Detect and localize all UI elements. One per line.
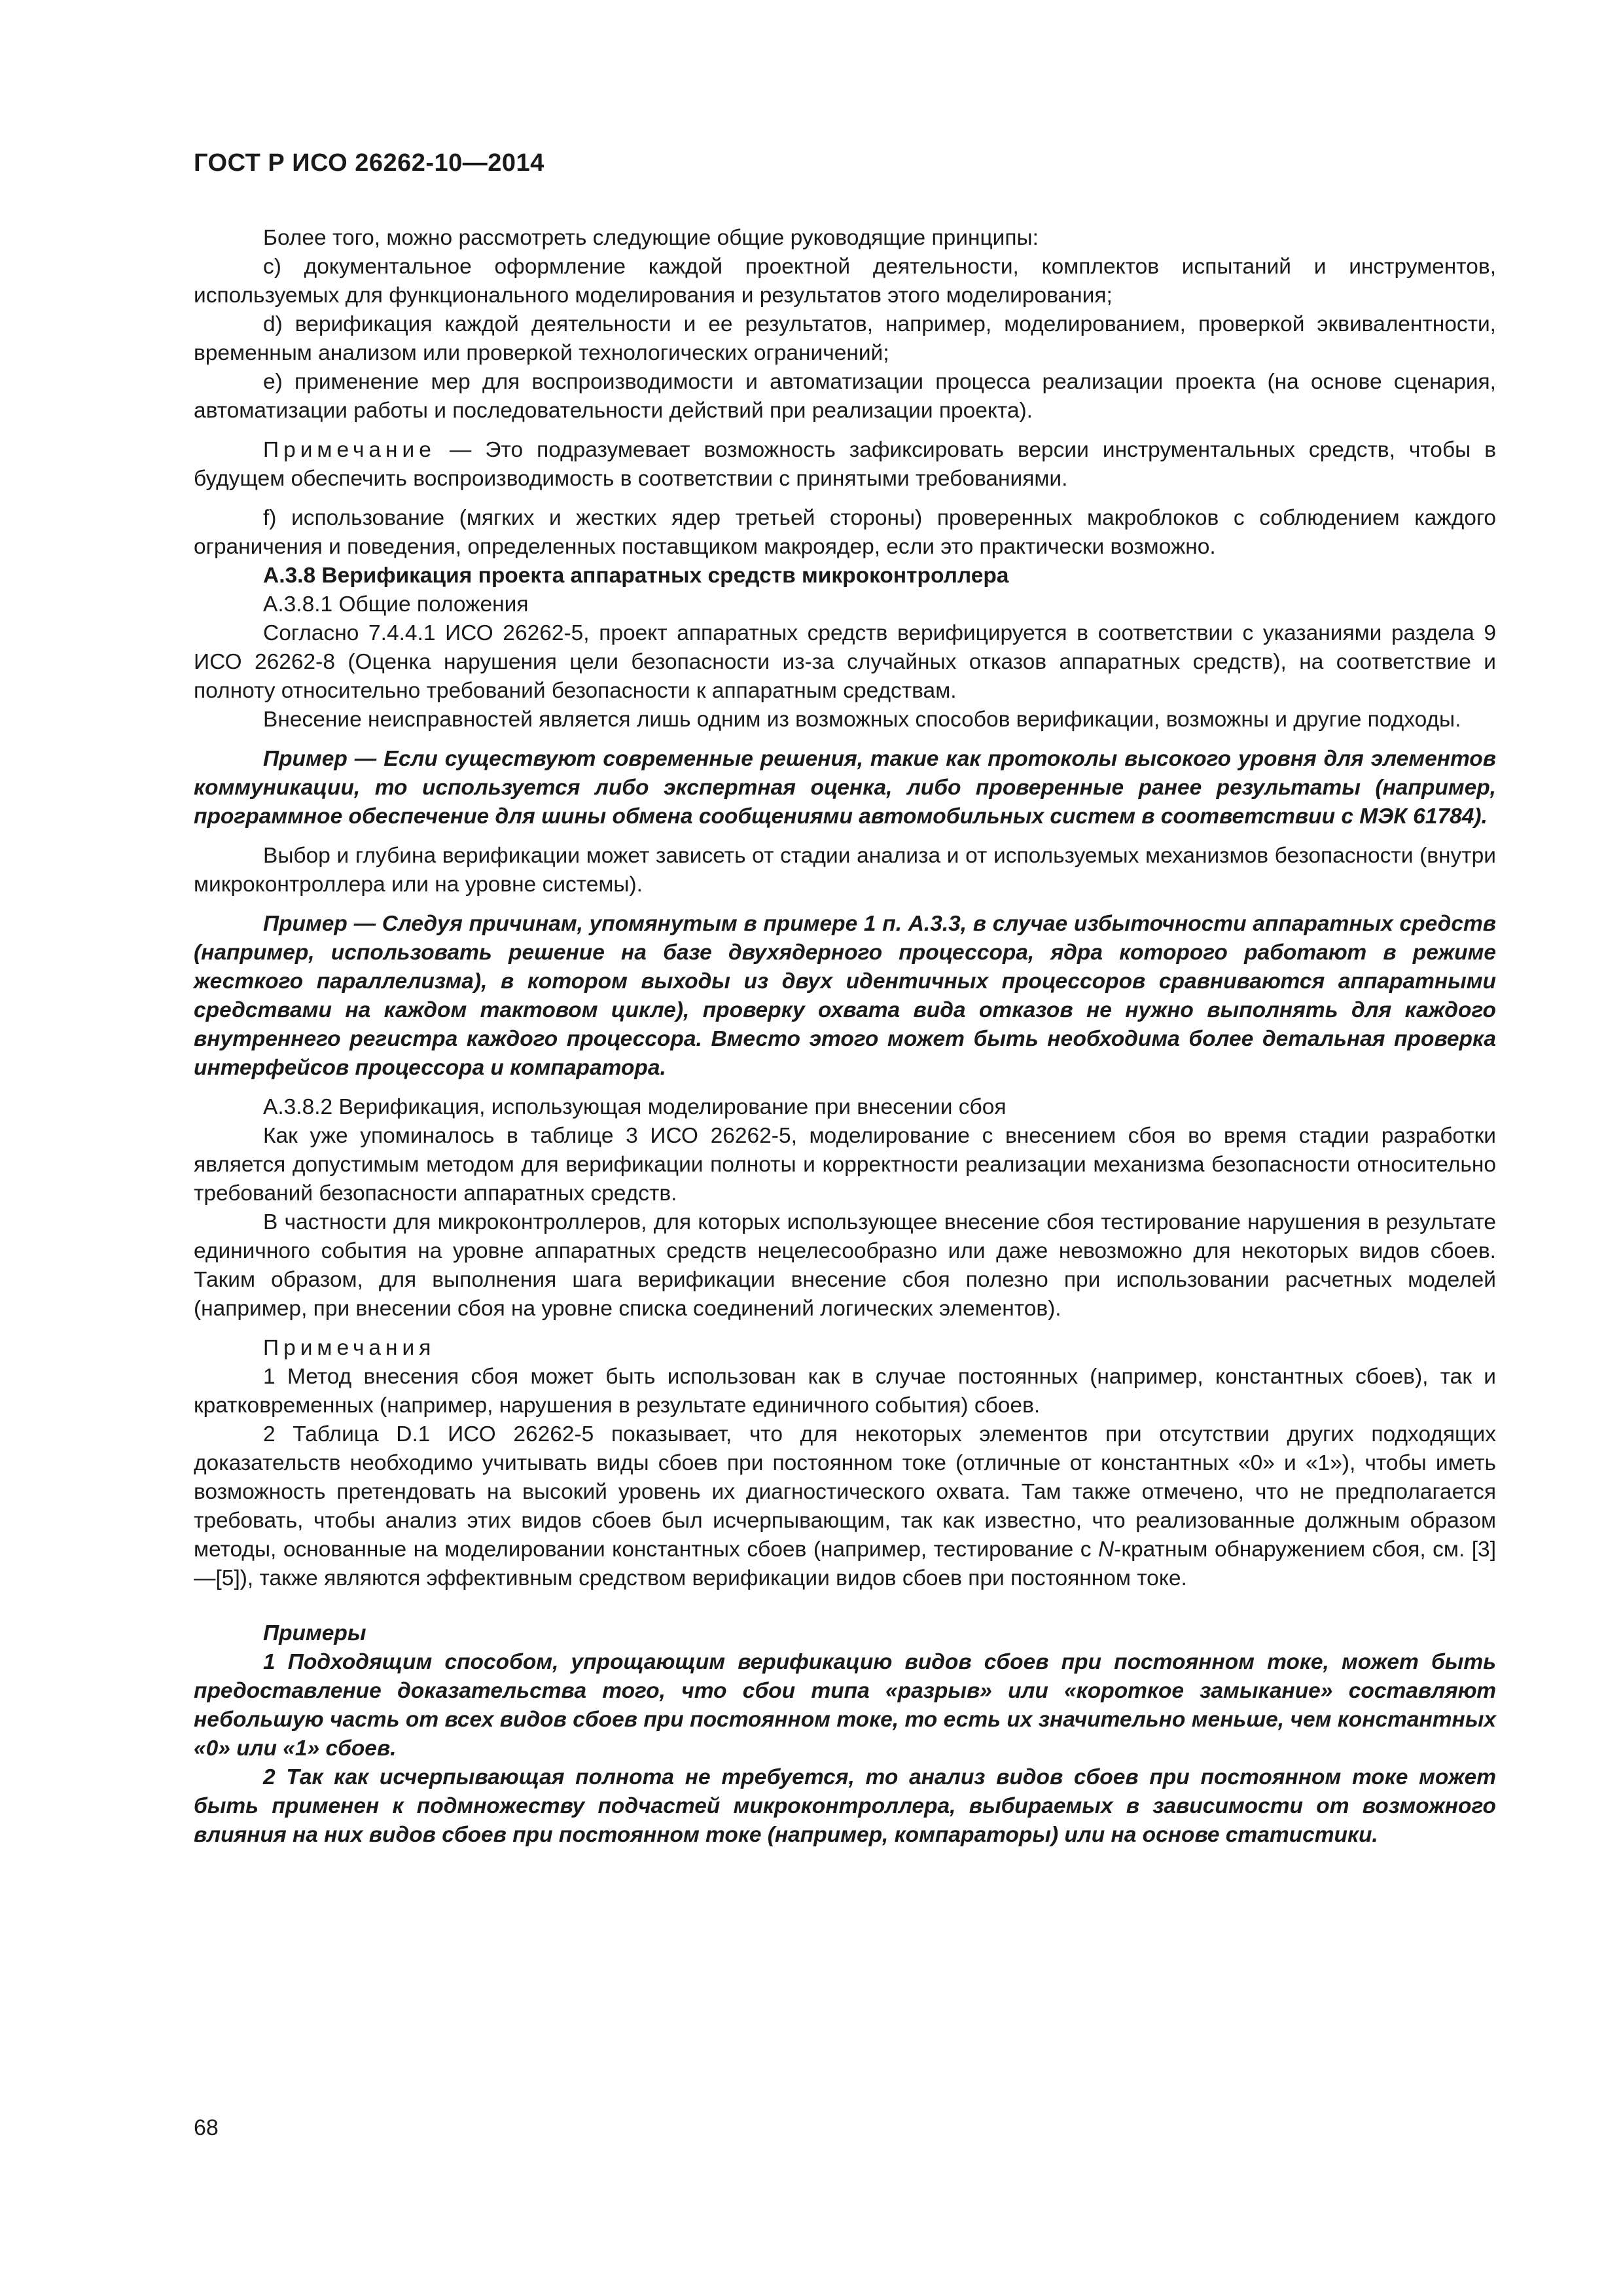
- paragraph: Выбор и глубина верификации может зависеть от стадии анализа и от используемых механизмов безопасности (внутри микроконтроллера или на уровне системы).: [194, 844, 1496, 897]
- notes-label: Примечания: [263, 1336, 436, 1360]
- note-item: 2 Таблица D.1 ИСО 26262-5 показывает, что для некоторых элементов при отсутствии других подходящих доказательств необходимо учитывать виды сбоев при постоянном токе (отличные от константных «0» и «1»), чтобы иметь возможность претендовать на высокий уровень их диагностического охвата. Там также отмечено, что не предполагается требовать, чтобы анализ этих видов сбоев был исчерпывающим, так как известно, что реализованные должным образом методы, основанные на моделировании константных сбоев (например, тестирование с N-кратным обнаружением сбоя, см. [3]—[5]), также являются эффективным средством верификации видов сбоев при постоянном токе.: [194, 1422, 1496, 1590]
- note-label: Примечание: [263, 438, 436, 462]
- example: Пример — Следуя причинам, упомянутым в примере 1 п. А.3.3, в случае избыточности аппаратных средств (например, использовать решение на базе двухядерного процессора, ядра которого работают в режиме жесткого параллелизма), в котором выходы из двух идентичных процессоров сравниваются аппаратными средствами на каждом тактовом цикле), проверку охвата вида отказов не нужно выполнять для каждого внутреннего регистра каждого процессора. Вместо этого может быть необходима более детальная проверка интерфейсов процессора и компаратора.: [194, 912, 1496, 1080]
- list-item-c: c) документальное оформление каждой проектной деятельности, комплектов испытаний и инструментов, используемых для функционального моделирования и результатов этого моделирования;: [194, 255, 1496, 308]
- list-item-f: f) использование (мягких и жестких ядер третьей стороны) проверенных макроблоков с соблюдением каждого ограничения и поведения, определенных поставщиком макроядер, если это практически возможно.: [194, 506, 1496, 559]
- page-number: 68: [194, 2115, 219, 2140]
- document-header: ГОСТ Р ИСО 26262-10—2014: [194, 149, 544, 177]
- paragraph: В частности для микроконтроллеров, для которых использующее внесение сбоя тестирование нарушения в результате единичного события на уровне аппаратных средств нецелесообразно или даже невозможно для некоторых видов сбоев. Таким образом, для выполнения шага верификации внесение сбоя полезно при использовании расчетных моделей (например, при внесении сбоя на уровне списка соединений логических элементов).: [194, 1210, 1496, 1321]
- paragraph: Как уже упоминалось в таблице 3 ИСО 26262-5, моделирование с внесением сбоя во время стадии разработки является допустимым методом для верификации полноты и корректности реализации механизма безопасности относительно требований безопасности аппаратных средств.: [194, 1124, 1496, 1206]
- note-item: 1 Метод внесения сбоя может быть использован как в случае постоянных (например, константных сбоев), так и кратковременных (например, нарушения в результате единичного события) сбоев.: [194, 1365, 1496, 1418]
- list-item-e: e) применение мер для воспроизводимости и автоматизации процесса реализации проекта (на основе сценария, автоматизации работы и последовательности действий при реализации проекта).: [194, 370, 1496, 423]
- example-item: 1 Подходящим способом, упрощающим верификацию видов сбоев при постоянном токе, может быть предоставление доказательства того, что сбои типа «разрыв» или «короткое замыкание» составляют небольшую часть от всех видов сбоев при постоянном токе, то есть их значительно меньше, чем константных «0» или «1» сбоев.: [194, 1650, 1496, 1761]
- paragraph: Согласно 7.4.4.1 ИСО 26262-5, проект аппаратных средств верифицируется в соответствии с указаниями раздела 9 ИСО 26262-8 (Оценка нарушения цели безопасности из-за случайных отказов аппаратных средств), на соответствие и полноту относительно требований безопасности к аппаратным средствам.: [194, 621, 1496, 703]
- subsection-heading: А.3.8.2 Верификация, использующая моделирование при внесении сбоя: [263, 1095, 1007, 1119]
- note: [194, 436, 1496, 493]
- paragraph: Более того, можно рассмотреть следующие общие руководящие принципы:: [263, 226, 1039, 250]
- example: Пример — Если существуют современные решения, такие как протоколы высокого уровня для элементов коммуникации, то используется либо экспертная оценка, либо проверенные ранее результаты (например, программное обеспечение для шины обмена сообщениями автомобильных систем в соответствии с МЭК 61784).: [194, 747, 1496, 829]
- list-item-d: d) верификация каждой деятельности и ее результатов, например, моделированием, проверкой эквивалентности, временным анализом или проверкой технологических ограничений;: [194, 312, 1496, 365]
- document-body: [194, 224, 1496, 1850]
- section-heading: А.3.8 Верификация проекта аппаратных средств микроконтроллера: [263, 564, 1009, 588]
- paragraph: Внесение неисправностей является лишь одним из возможных способов верификации, возможны и другие подходы.: [263, 708, 1461, 732]
- example-item: 2 Так как исчерпывающая полнота не требуется, то анализ видов сбоев при постоянном токе может быть применен к подмножеству подчастей микроконтроллера, выбираемых в зависимости от возможного влияния на них видов сбоев при постоянном токе (например, компараторы) или на основе статистики.: [194, 1765, 1496, 1847]
- note-text: — Это подразумевает возможность зафиксировать версии инструментальных средств, чтобы в будущем обеспечить воспроизводимость в соответствии с принятыми требованиями.: [194, 438, 1496, 491]
- subsection-heading: А.3.8.1 Общие положения: [263, 592, 529, 617]
- examples-label: Примеры: [263, 1621, 366, 1645]
